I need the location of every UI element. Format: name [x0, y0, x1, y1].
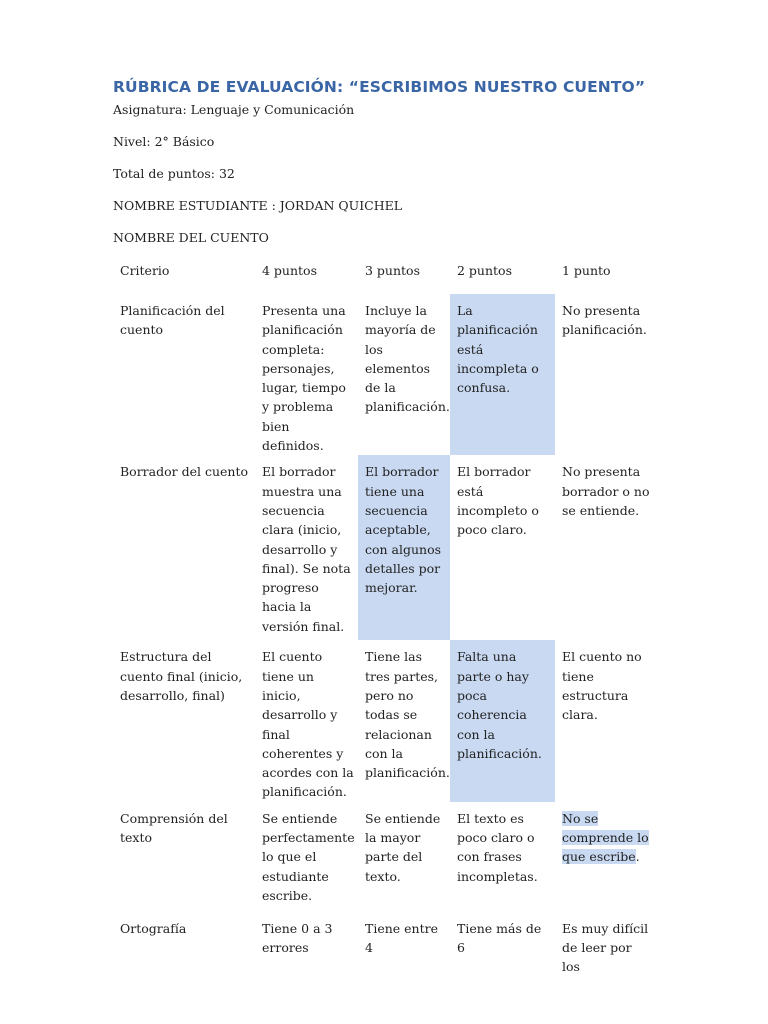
rubric-cell: No presenta planificación.	[562, 303, 647, 338]
rubric-cell: Incluye la mayoría de los elementos de la planificación.	[365, 303, 450, 415]
rubric-cell: Tiene 0 a 3 errores	[262, 920, 333, 956]
criterion-cell: Estructura del cuento final (inicio, desarrollo, final)	[120, 649, 243, 703]
student-name-line: NOMBRE ESTUDIANTE : JORDAN QUICHEL	[113, 198, 403, 213]
rubric-cell-selected: Falta una parte o hay poca coherencia con la planificación.	[450, 640, 555, 801]
rubric-cell-selected: La planificación está incompleta o confusa.	[450, 294, 555, 455]
total-points-line: Total de puntos: 32	[113, 166, 235, 181]
header-4-puntos: 4 puntos	[262, 263, 317, 278]
rubric-cell: Tiene entre 4	[365, 920, 438, 956]
subject-line: Asignatura: Lenguaje y Comunicación	[113, 102, 355, 117]
document-title: RÚBRICA DE EVALUACIÓN: “ESCRIBIMOS NUESTRO CUENTO”	[113, 78, 646, 96]
rubric-cell	[555, 802, 653, 912]
table-row	[113, 802, 653, 912]
rubric-cell: Presenta una planificación completa: personajes, lugar, tiempo y problema bien definidos.	[262, 303, 346, 454]
rubric-cell: El borrador está incompleto o poco claro.	[457, 464, 539, 538]
level-line: Nivel: 2° Básico	[113, 134, 215, 149]
criterion-cell: Planificación del cuento	[120, 303, 225, 338]
header-criterio: Criterio	[120, 263, 170, 278]
rubric-cell-selected: El borrador tiene una secuencia aceptable, con algunos detalles por mejorar.	[358, 455, 450, 640]
criterion-cell: Comprensión del texto	[120, 810, 228, 846]
rubric-cell: El cuento tiene un inicio, desarrollo y final coherentes y acordes con la planificación.	[262, 649, 354, 800]
header-3-puntos: 3 puntos	[365, 263, 420, 278]
table-row	[113, 294, 653, 455]
header-2-puntos: 2 puntos	[457, 263, 512, 278]
table-row	[113, 640, 653, 801]
rubric-table	[113, 254, 653, 977]
rubric-cell: El texto es poco claro o con frases incompletas.	[457, 810, 538, 884]
criterion-cell: Ortografía	[120, 920, 187, 936]
text-suffix: .	[635, 849, 640, 865]
criterion-cell: Borrador del cuento	[120, 464, 249, 480]
highlighted-text: No se comprende lo que escribe	[562, 810, 649, 865]
rubric-cell: Tiene las tres partes, pero no todas se relacionan con la planificación.	[365, 649, 450, 781]
rubric-cell: El cuento no tiene estructura clara.	[562, 649, 642, 723]
table-row	[113, 912, 653, 977]
rubric-cell: Es muy difícil de leer por los	[562, 920, 649, 975]
table-row	[113, 455, 653, 640]
rubric-cell: El borrador muestra una secuencia clara (inicio, desarrollo y final). Se nota progreso hacia la versión final.	[262, 464, 351, 634]
table-header-row	[113, 254, 653, 294]
rubric-cell: Tiene más de 6	[457, 920, 542, 956]
rubric-cell: Se entiende la mayor parte del texto.	[365, 810, 441, 884]
rubric-cell: Se entiende perfectamente lo que el estudiante escribe.	[262, 810, 355, 903]
rubric-cell: No presenta borrador o no se entiende.	[562, 464, 650, 518]
story-name-line: NOMBRE DEL CUENTO	[113, 230, 269, 245]
header-1-punto: 1 punto	[562, 263, 611, 278]
